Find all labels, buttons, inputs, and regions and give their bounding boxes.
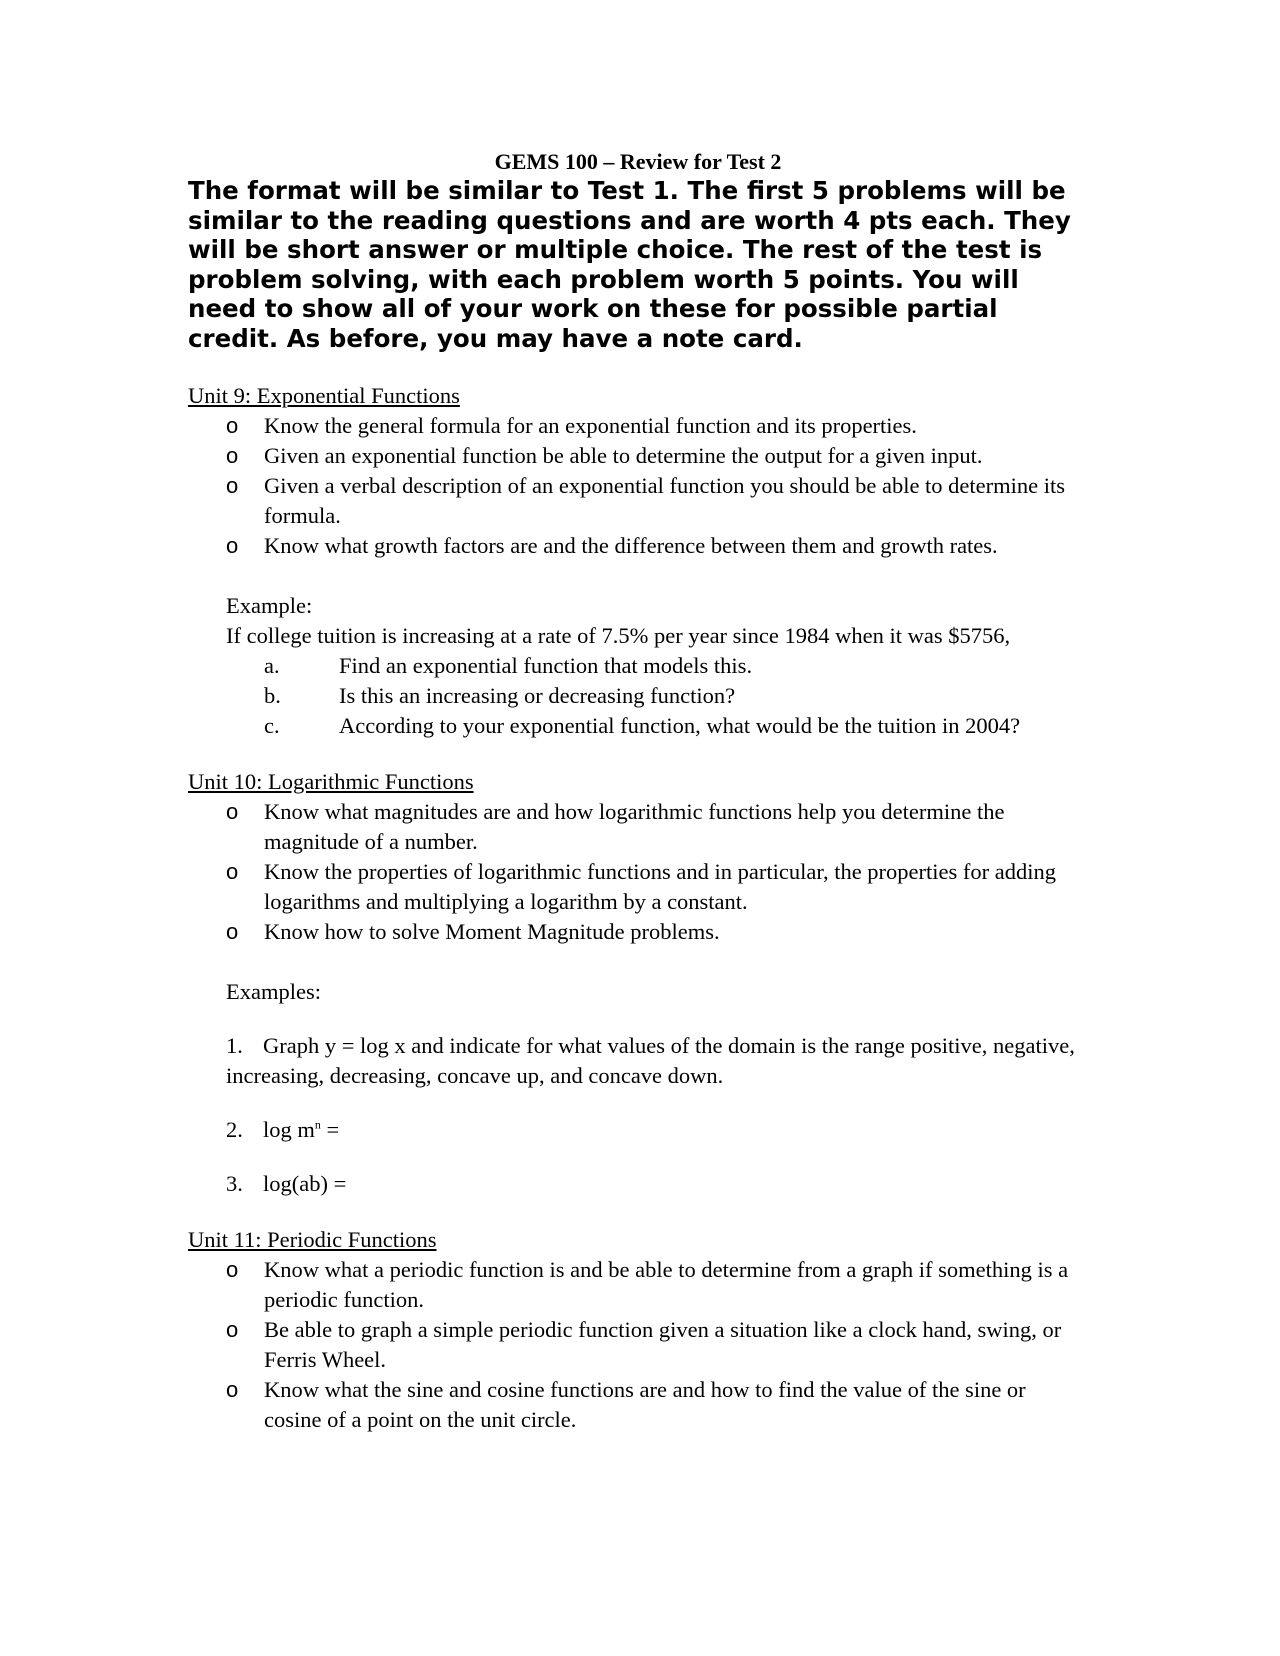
bullet-icon: o: [226, 1317, 239, 1342]
list-item: b. Is this an increasing or decreasing function?: [264, 683, 736, 708]
list-item: o Know the properties of logarithmic functions and in particular, the properties for adding logarithms and multiplying a logarithm by a constant.: [226, 859, 1056, 914]
list-item: o Given an exponential function be able to determine the output for a given input.: [226, 441, 1088, 471]
list-item: o Know what magnitudes are and how logarithmic functions help you determine the magnitude of a number.: [226, 799, 1005, 854]
list-item: o Know what a periodic function is and be able to determine from a graph if something is a periodic function.: [226, 1257, 1069, 1312]
unit-10-example-1: 1. Graph y = log x and indicate for what values of the domain is the range positive, negative, increasing, decreasing, concave up, and concave down.: [226, 1033, 1075, 1088]
list-item: c. According to your exponential function, what would be the tuition in 2004?: [264, 713, 1021, 738]
bullet-icon: o: [226, 919, 239, 944]
unit-11-heading: Unit 11: Periodic Functions: [188, 1227, 437, 1252]
list-item: a. Find an exponential function that models this.: [264, 653, 753, 678]
bullet-icon: o: [226, 799, 239, 824]
list-item: o Know how to solve Moment Magnitude problems.: [226, 917, 1088, 947]
list-item: o Know the general formula for an exponential function and its properties.: [226, 411, 1088, 441]
intro-paragraph: The format will be similar to Test 1. The first 5 problems will be similar to the reading questions and are worth 4 pts each. They will be short answer or multiple choice. The rest of the test is problem solving, with each problem worth 5 points. You will need to show all of your work on these for possible partial credit. As before, you may have a note card.: [188, 176, 1071, 353]
unit-10-example-3: 3. log(ab) =: [226, 1171, 347, 1196]
unit-9-example-text: If college tuition is increasing at a rate of 7.5% per year since 1984 when it was $5756,: [226, 623, 1011, 648]
bullet-icon: o: [226, 473, 239, 498]
unit-9-example-parts: [188, 651, 1088, 741]
unit-10-bullet-list: [188, 797, 1088, 947]
list-item: o Know what growth factors are and the difference between them and growth rates.: [226, 531, 1088, 561]
unit-9-heading: Unit 9: Exponential Functions: [188, 383, 460, 408]
bullet-icon: o: [226, 533, 239, 558]
unit-9-bullet-list: [188, 411, 1088, 561]
bullet-icon: o: [226, 1377, 239, 1402]
bullet-icon: o: [226, 413, 239, 438]
unit-10-example-2: 2. $\log m^n$ =: [226, 1117, 340, 1142]
bullet-icon: o: [226, 443, 239, 468]
list-item: o Given a verbal description of an exponential function you should be able to determine its formula.: [226, 473, 1066, 528]
list-item: o Be able to graph a simple periodic function given a situation like a clock hand, swing, or Ferris Wheel.: [226, 1317, 1062, 1372]
document-page: [188, 148, 1088, 1435]
bullet-icon: o: [226, 859, 239, 884]
document-title: GEMS 100 – Review for Test 2: [494, 149, 782, 174]
unit-10-examples-label: Examples:: [226, 979, 321, 1004]
unit-10-heading: Unit 10: Logarithmic Functions: [188, 769, 474, 794]
unit-9-example-label: Example:: [226, 593, 313, 618]
list-item: o Know what the sine and cosine functions are and how to find the value of the sine or cosine of a point on the unit circle.: [226, 1377, 1026, 1432]
bullet-icon: o: [226, 1257, 239, 1282]
unit-11-bullet-list: [188, 1255, 1088, 1435]
